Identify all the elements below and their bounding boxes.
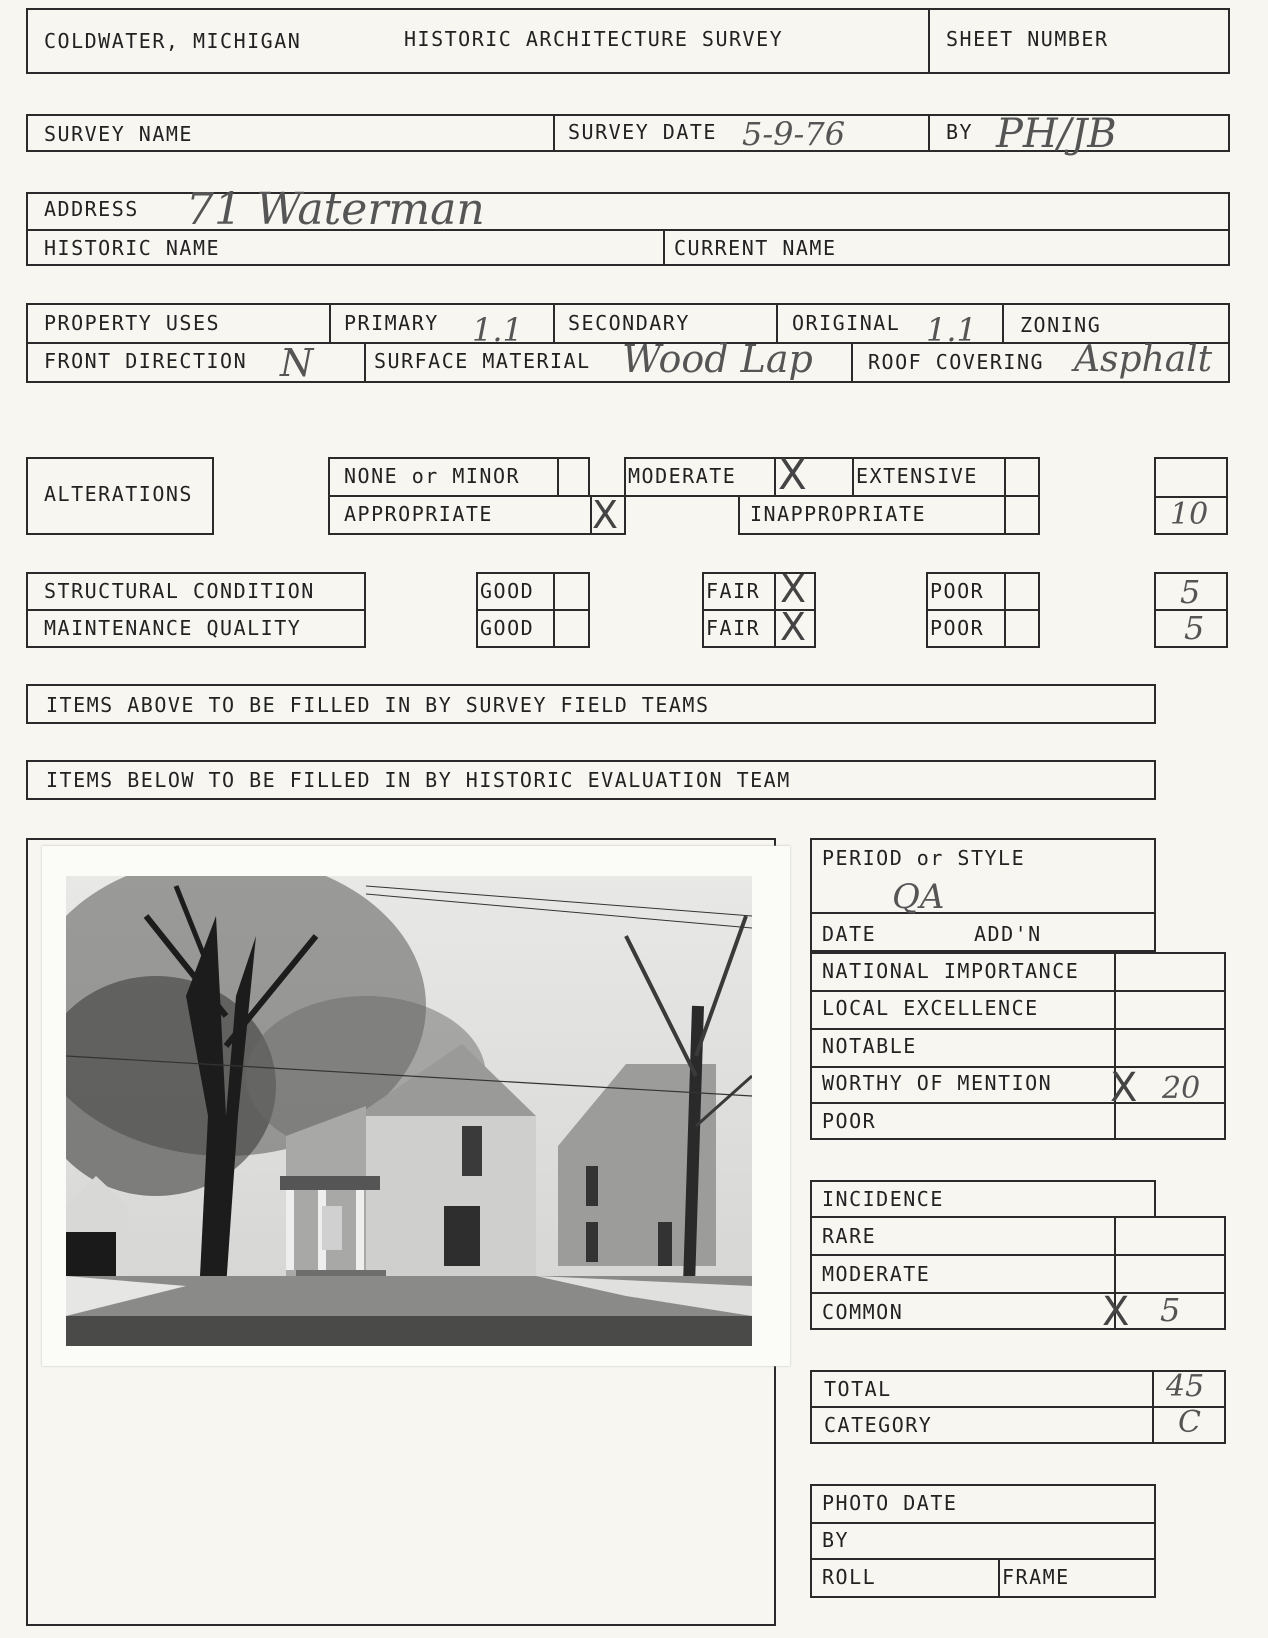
evaluation-note: ITEMS BELOW TO BE FILLED IN BY HISTORIC EVALUATION TEAM (46, 768, 791, 792)
secondary-label: SECONDARY (568, 311, 690, 335)
surface-material-value: Wood Lap (622, 337, 813, 381)
poor-label-maintenance: POOR (930, 616, 985, 640)
national-importance-label: NATIONAL IMPORTANCE (822, 959, 1080, 983)
none-minor-label: NONE or MINOR (344, 464, 521, 488)
maintenance-quality-label: MAINTENANCE QUALITY (44, 616, 302, 640)
photo-date-label: PHOTO DATE (822, 1491, 958, 1515)
addn-label: ADD'N (974, 922, 1042, 946)
structural-condition-label: STRUCTURAL CONDITION (44, 579, 315, 603)
zoning-label: ZONING (1020, 313, 1102, 337)
local-excellence-label: LOCAL EXCELLENCE (822, 996, 1039, 1020)
inappropriate-label: INAPPROPRIATE (750, 502, 927, 526)
roof-covering-label: ROOF COVERING (868, 350, 1045, 374)
good-label-structural: GOOD (480, 579, 535, 603)
good-label-maintenance: GOOD (480, 616, 535, 640)
address-label: ADDRESS (44, 197, 139, 221)
category-value: C (1178, 1405, 1201, 1440)
survey-title: HISTORIC ARCHITECTURE SURVEY (404, 27, 784, 51)
alterations-score: 10 (1170, 497, 1209, 532)
photo-by-label: BY (822, 1528, 850, 1552)
maintenance-score: 5 (1184, 609, 1205, 647)
appropriate-mark: X (592, 493, 619, 537)
incidence-label: INCIDENCE (822, 1187, 944, 1211)
front-direction-value: N (280, 341, 314, 385)
property-uses-label: PROPERTY USES (44, 311, 221, 335)
poor-label-structural: POOR (930, 579, 985, 603)
primary-label: PRIMARY (344, 311, 439, 335)
worthy-of-mention-label: WORTHY OF MENTION (822, 1071, 1053, 1095)
house-photo (66, 876, 752, 1346)
original-value: 1.1 (926, 311, 977, 349)
survey-date-value: 5-9-76 (742, 115, 846, 153)
survey-by-label: BY (946, 120, 974, 144)
maintenance-fair-mark: X (780, 605, 807, 649)
survey-by-value: PH/JB (996, 111, 1117, 157)
total-value: 45 (1166, 1369, 1205, 1404)
period-label: PERIOD or STYLE (822, 846, 1026, 870)
current-name-label: CURRENT NAME (674, 236, 837, 260)
field-teams-note: ITEMS ABOVE TO BE FILLED IN BY SURVEY FIELD TEAMS (46, 693, 710, 717)
common-label: COMMON (822, 1300, 904, 1324)
common-mark: X (1102, 1289, 1130, 1335)
surface-material-label: SURFACE MATERIAL (374, 349, 591, 373)
city-label: COLDWATER, MICHIGAN (44, 29, 302, 53)
common-score: 5 (1160, 1291, 1181, 1329)
survey-date-label: SURVEY DATE (568, 120, 717, 144)
roof-covering-value: Asphalt (1074, 339, 1213, 380)
front-direction-label: FRONT DIRECTION (44, 349, 248, 373)
original-label: ORIGINAL (792, 311, 901, 335)
structural-score: 5 (1180, 573, 1201, 611)
moderate-label: MODERATE (628, 464, 737, 488)
moderate-incidence-label: MODERATE (822, 1262, 931, 1286)
rare-label: RARE (822, 1224, 877, 1248)
address-value: 71 Waterman (186, 184, 485, 235)
fair-label-maintenance: FAIR (706, 616, 761, 640)
fair-label-structural: FAIR (706, 579, 761, 603)
appropriate-label: APPROPRIATE (344, 502, 493, 526)
survey-name-label: SURVEY NAME (44, 122, 193, 146)
structural-fair-mark: X (780, 567, 807, 611)
date-label: DATE (822, 922, 877, 946)
extensive-label: EXTENSIVE (856, 464, 978, 488)
moderate-mark: X (778, 450, 807, 499)
roll-label: ROLL (822, 1565, 877, 1589)
total-label: TOTAL (824, 1377, 892, 1401)
frame-label: FRAME (1002, 1565, 1070, 1589)
worthy-score: 20 (1162, 1071, 1201, 1106)
notable-label: NOTABLE (822, 1034, 917, 1058)
historic-name-label: HISTORIC NAME (44, 236, 221, 260)
alterations-label: ALTERATIONS (44, 482, 193, 506)
category-label: CATEGORY (824, 1413, 933, 1437)
sheet-number-label: SHEET NUMBER (946, 27, 1109, 51)
period-value: QA (892, 877, 945, 917)
poor-evaluation-label: POOR (822, 1109, 877, 1133)
primary-value: 1.1 (472, 311, 523, 349)
worthy-mark: X (1110, 1065, 1138, 1111)
